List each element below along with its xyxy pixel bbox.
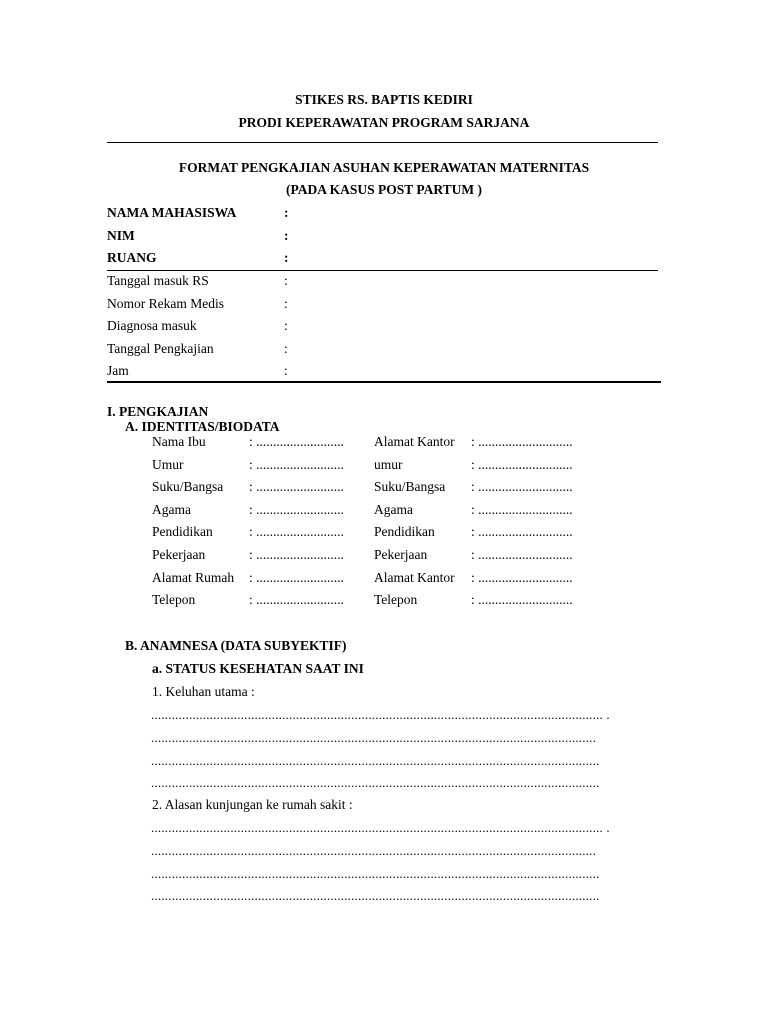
form-subtitle: (PADA KASUS POST PARTUM ) (285, 182, 483, 197)
tanggal-masuk-colon: : (284, 273, 288, 288)
biodata-left-label: Alamat Rumah (152, 570, 235, 585)
biodata-right-label: Alamat Kantor (374, 570, 455, 585)
biodata-left-label: Telepon (152, 592, 196, 607)
biodata-right-value[interactable]: : ............................ (471, 457, 573, 472)
biodata-left-value[interactable]: : .......................... (249, 479, 344, 494)
biodata-right-value[interactable]: : ............................ (471, 479, 573, 494)
biodata-right-label: Pekerjaan (374, 547, 428, 562)
jam-colon: : (284, 363, 288, 378)
header-divider (107, 142, 658, 143)
biodata-right-value[interactable]: : ............................ (471, 434, 573, 449)
biodata-left-value[interactable]: : .......................... (249, 524, 344, 539)
biodata-left-label: Umur (152, 457, 184, 472)
biodata-left-value[interactable]: : .......................... (249, 457, 344, 472)
biodata-right-value[interactable]: : ............................ (471, 570, 573, 585)
keluhan-line-1[interactable]: ................................................................................................................................... . (151, 707, 610, 722)
form-title: FORMAT PENGKAJIAN ASUHAN KEPERAWATAN MATERNITAS (178, 160, 590, 175)
biodata-right-label: Telepon (374, 592, 418, 607)
jam-label: Jam (107, 363, 129, 378)
alasan-line-4[interactable]: .................................................................................................................................. (151, 888, 600, 903)
biodata-left-label: Pekerjaan (152, 547, 206, 562)
anamnesa-title: B. ANAMNESA (DATA SUBYEKTIF) (125, 638, 347, 653)
rekam-medis-colon: : (284, 296, 288, 311)
diagnosa-colon: : (284, 318, 288, 333)
alasan-line-2[interactable]: ................................................................................................................................. (151, 843, 597, 858)
biodata-left-label: Pendidikan (152, 524, 213, 539)
nama-mahasiswa-colon: : (284, 205, 289, 220)
biodata-right-value[interactable]: : ............................ (471, 547, 573, 562)
alasan-kunjungan-label: 2. Alasan kunjungan ke rumah sakit : (152, 797, 353, 812)
biodata-left-value[interactable]: : .......................... (249, 502, 344, 517)
keluhan-line-4[interactable]: .................................................................................................................................. (151, 775, 600, 790)
biodata-left-value[interactable]: : .......................... (249, 434, 344, 449)
biodata-right-value[interactable]: : ............................ (471, 502, 573, 517)
identitas-title: A. IDENTITAS/BIODATA (125, 419, 280, 434)
nama-mahasiswa-label: NAMA MAHASISWA (107, 205, 237, 220)
biodata-left-label: Nama Ibu (152, 434, 206, 449)
nim-colon: : (284, 228, 289, 243)
ruang-colon: : (284, 250, 289, 265)
institution-name: STIKES RS. BAPTIS KEDIRI (295, 92, 473, 107)
biodata-right-label: Suku/Bangsa (374, 479, 446, 494)
biodata-left-value[interactable]: : .......................... (249, 592, 344, 607)
rekam-medis-label: Nomor Rekam Medis (107, 296, 224, 311)
biodata-left-value[interactable]: : .......................... (249, 547, 344, 562)
biodata-right-label: umur (374, 457, 403, 472)
admission-divider (107, 381, 661, 383)
nim-label: NIM (107, 228, 135, 243)
biodata-right-label: Alamat Kantor (374, 434, 455, 449)
student-divider (107, 270, 658, 271)
biodata-right-value[interactable]: : ............................ (471, 524, 573, 539)
keluhan-line-3[interactable]: .................................................................................................................................. (151, 753, 600, 768)
section-pengkajian-title: I. PENGKAJIAN (107, 404, 209, 419)
program-name: PRODI KEPERAWATAN PROGRAM SARJANA (238, 115, 530, 130)
diagnosa-label: Diagnosa masuk (107, 318, 197, 333)
biodata-right-value[interactable]: : ............................ (471, 592, 573, 607)
alasan-line-3[interactable]: .................................................................................................................................. (151, 866, 600, 881)
alasan-line-1[interactable]: ................................................................................................................................... . (151, 820, 610, 835)
keluhan-utama-label: 1. Keluhan utama : (152, 684, 255, 699)
biodata-right-label: Pendidikan (374, 524, 435, 539)
biodata-left-label: Suku/Bangsa (152, 479, 224, 494)
tanggal-pengkajian-colon: : (284, 341, 288, 356)
ruang-label: RUANG (107, 250, 157, 265)
biodata-left-label: Agama (152, 502, 191, 517)
status-kesehatan-title: a. STATUS KESEHATAN SAAT INI (152, 661, 364, 676)
keluhan-line-2[interactable]: ................................................................................................................................. (151, 730, 597, 745)
tanggal-pengkajian-label: Tanggal Pengkajian (107, 341, 214, 356)
biodata-right-label: Agama (374, 502, 413, 517)
biodata-left-value[interactable]: : .......................... (249, 570, 344, 585)
tanggal-masuk-label: Tanggal masuk RS (107, 273, 209, 288)
